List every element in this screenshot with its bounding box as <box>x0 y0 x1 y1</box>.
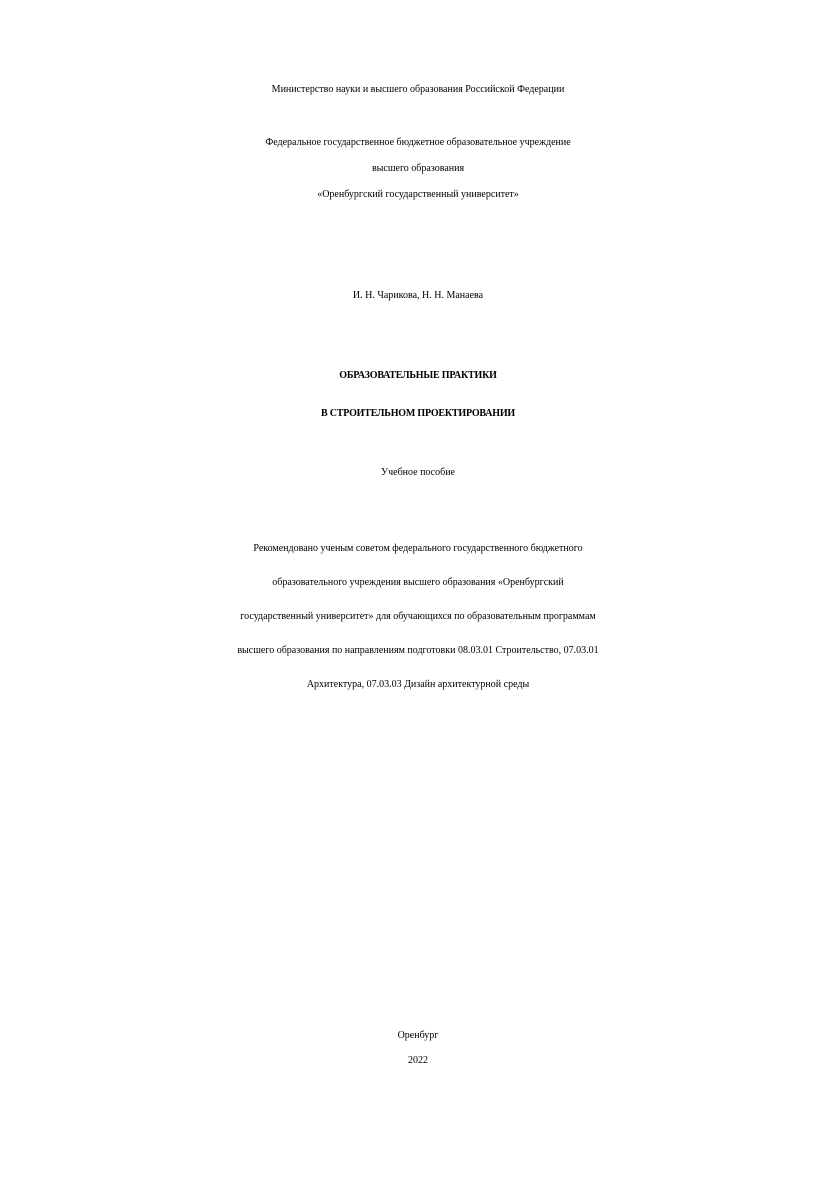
authors: И. Н. Чарикова, Н. Н. Манаева <box>352 290 484 301</box>
recommendation-line-4: высшего образования по направлениям подготовки 08.03.01 Строительство, 07.03.01 <box>237 645 599 656</box>
city: Оренбург <box>397 1030 439 1041</box>
title-line-1: ОБРАЗОВАТЕЛЬНЫЕ ПРАКТИКИ <box>339 370 497 381</box>
recommendation-line-1: Рекомендовано ученым советом федерального государственного бюджетного <box>253 543 583 554</box>
recommendation-line-2: образовательного учреждения высшего образования «Оренбургский <box>272 577 564 588</box>
recommendation-line-3: государственный университет» для обучающихся по образовательным программам <box>240 611 596 622</box>
year: 2022 <box>408 1055 428 1066</box>
ministry-line: Министерство науки и высшего образования Российской Федерации <box>271 84 565 95</box>
title-line-2: В СТРОИТЕЛЬНОМ ПРОЕКТИРОВАНИИ <box>320 408 516 419</box>
institution-line-1: Федеральное государственное бюджетное образовательное учреждение <box>265 137 571 148</box>
institution-line-3: «Оренбургский государственный университет» <box>317 189 519 200</box>
subtitle: Учебное пособие <box>381 467 455 478</box>
institution-line-2: высшего образования <box>371 163 465 174</box>
recommendation-line-5: Архитектура, 07.03.03 Дизайн архитектурной среды <box>306 679 530 690</box>
